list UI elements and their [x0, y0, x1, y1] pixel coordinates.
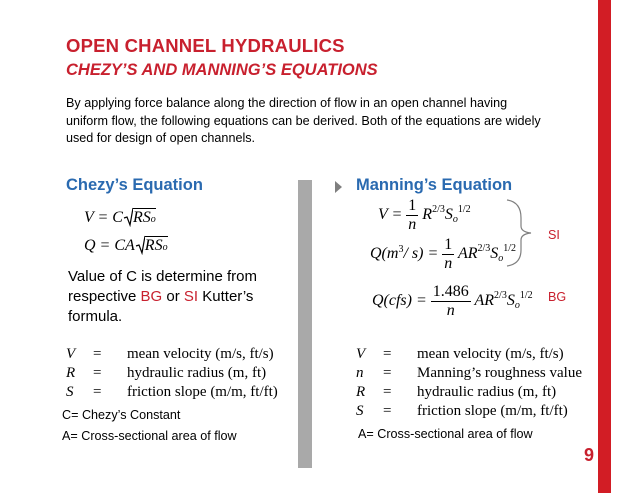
legend-equals: = — [383, 384, 392, 400]
note-text: Value of C is determine from respective — [68, 268, 257, 305]
legend-symbol: R — [66, 365, 76, 381]
chezy-area-definition: A= Cross-sectional area of flow — [62, 429, 237, 443]
slide-subtitle: CHEZY’S AND MANNING’S EQUATIONS — [66, 61, 378, 79]
legend-symbol: V — [356, 346, 366, 362]
si-unit-label: SI — [548, 228, 560, 242]
legend-row — [66, 383, 278, 402]
column-divider — [298, 180, 312, 468]
chezy-legend — [66, 345, 278, 402]
legend-desc: mean velocity (m/s, ft/s) — [417, 346, 564, 362]
manning-heading: Manning’s Equation — [356, 176, 513, 194]
legend-equals: = — [93, 346, 102, 362]
chezy-constant-definition: C= Chezy’s Constant — [62, 408, 181, 422]
legend-row — [66, 364, 278, 383]
legend-desc: hydraulic radius (m, ft) — [417, 384, 557, 400]
chezy-discharge-equation: Q = CA RSo — [84, 237, 168, 254]
legend-equals: = — [93, 384, 102, 400]
manning-si-discharge-equation: $Q(m^3/$ s) = $\frac{1}{n}$ $AR^{2/3}S_o^{1/2}$ — [370, 236, 517, 272]
right-accent-bar — [598, 0, 611, 493]
legend-equals: = — [383, 403, 392, 419]
legend-symbol: R — [356, 384, 366, 400]
note-bg-unit: BG — [140, 288, 163, 305]
bullet-arrow-icon — [335, 180, 343, 198]
chezy-c-note — [68, 267, 286, 327]
grouping-brace — [505, 198, 535, 273]
legend-row — [356, 402, 582, 421]
legend-desc: hydraulic radius (m, ft) — [127, 365, 267, 381]
legend-row — [66, 345, 278, 364]
note-si-unit: SI — [183, 288, 199, 305]
note-text: Kutter’s formula. — [68, 288, 254, 325]
intro-paragraph: By applying force balance along the direction of flow in an open channel having uniform flow, the following equations can be derived. Both of the equations are widely used for design of open channels. — [66, 96, 541, 145]
manning-legend — [356, 345, 582, 421]
legend-symbol: V — [66, 346, 76, 362]
legend-row — [356, 383, 582, 402]
chezy-velocity-equation: V = C RSo — [84, 209, 156, 226]
legend-equals: = — [93, 365, 102, 381]
note-text: or — [162, 288, 184, 305]
legend-desc: mean velocity (m/s, ft/s) — [127, 346, 274, 362]
legend-desc: friction slope (m/m, ft/ft) — [127, 384, 278, 400]
legend-row — [356, 364, 582, 383]
legend-desc: friction slope (m/m, ft/ft) — [417, 403, 568, 419]
manning-velocity-equation: V = $\frac{1}{n}$ $R^{2/3}S_o^{1/2}$ — [378, 197, 471, 233]
legend-equals: = — [383, 365, 392, 381]
manning-bg-discharge-equation: Q(cfs) = $\frac{1.486}{n}$ $AR^{2/3}S_o^{1/2}$ — [372, 283, 533, 319]
sqrt-icon — [135, 235, 145, 255]
slide-title: OPEN CHANNEL HYDRAULICS — [66, 35, 345, 56]
page-number: 9 — [584, 445, 595, 465]
legend-desc: Manning’s roughness value — [417, 365, 582, 381]
sqrt-icon — [123, 207, 133, 227]
legend-row — [356, 345, 582, 364]
legend-symbol: S — [66, 384, 74, 400]
legend-equals: = — [383, 346, 392, 362]
legend-symbol: S — [356, 403, 364, 419]
manning-area-definition: A= Cross-sectional area of flow — [358, 427, 533, 441]
legend-symbol: n — [356, 365, 364, 381]
chezy-heading: Chezy’s Equation — [66, 176, 203, 194]
bg-unit-label: BG — [548, 290, 567, 304]
